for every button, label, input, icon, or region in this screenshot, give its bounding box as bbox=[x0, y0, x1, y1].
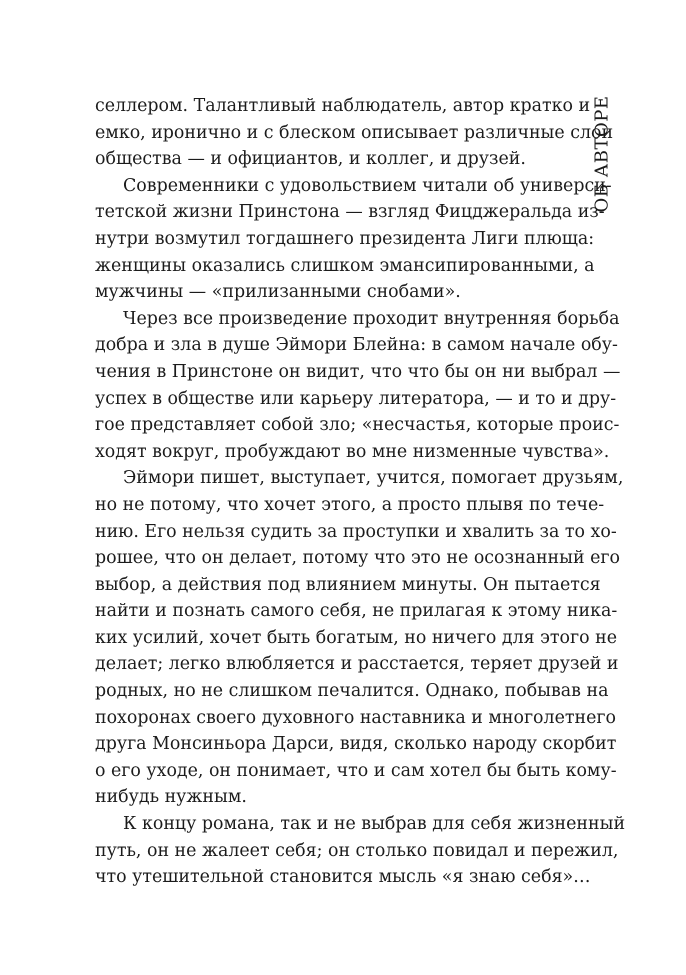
text-line: добра и зла в душе Эймори Блейна: в самом начале обу- bbox=[95, 335, 618, 356]
text-line: Через все произведение проходит внутренняя борьба bbox=[123, 308, 620, 329]
text-line: что утешительной становится мысль «я знаю себя»… bbox=[95, 867, 591, 888]
text-line: выбор, а действия под влиянием минуты. Он пытается bbox=[95, 574, 601, 595]
text-line: мужчины — «прилизанными снобами». bbox=[95, 282, 461, 303]
text-line: общества — и официантов, и коллег, и друзей. bbox=[95, 149, 526, 170]
text-line: селлером. Талантливый наблюдатель, автор кратко и bbox=[95, 96, 591, 116]
text-line: делает; легко влюбляется и расстается, теряет друзей и bbox=[95, 654, 619, 675]
paragraph bbox=[95, 173, 612, 306]
running-head bbox=[590, 95, 614, 213]
text-line: друга Монсиньора Дарси, видя, сколько народу скорбит bbox=[95, 734, 617, 755]
text-line: рошее, что он делает, потому что это не осознанный его bbox=[95, 548, 620, 569]
text-line: путь, он не жалеет себя; он столько повидал и пережил, bbox=[95, 840, 619, 861]
text-line: емко, иронично и с блеском описывает различные слои bbox=[95, 122, 614, 143]
text-line: успех в обществе или карьеру литератора, — и то и дру- bbox=[95, 388, 617, 409]
text-line: женщины оказались слишком эмансипированными, а bbox=[95, 255, 595, 276]
text-line: о его уходе, он понимает, что и сам хотел бы быть кому- bbox=[95, 760, 617, 781]
paragraph bbox=[95, 811, 626, 891]
text-line: Эймори пишет, выступает, учится, помогает друзьям, bbox=[123, 468, 624, 489]
text-line: найти и познать самого себя, не прилагая к этому ника- bbox=[95, 601, 618, 622]
text-line: родных, но не слишком печалится. Однако, побывав на bbox=[95, 681, 609, 702]
running-head-label: ОБ АВТОРЕ bbox=[591, 95, 613, 213]
text-line: К концу романа, так и не выбрав для себя жизненный bbox=[123, 814, 626, 835]
text-line: чения в Принстоне он видит, что что бы он ни выбрал — bbox=[95, 361, 621, 382]
text-line: но не потому, что хочет этого, а просто плывя по тече- bbox=[95, 494, 605, 515]
text-line: похоронах своего духовного наставника и многолетнего bbox=[95, 707, 616, 728]
paragraph bbox=[95, 306, 621, 466]
text-line: тетской жизни Принстона — взгляд Фицджеральда из- bbox=[95, 202, 605, 223]
text-line: нутри возмутил тогдашнего президента Лиги плюща: bbox=[95, 228, 595, 249]
text-line: нибудь нужным. bbox=[95, 787, 247, 808]
paragraph bbox=[95, 465, 624, 811]
text-line: ких усилий, хочет быть богатым, но ничего для этого не bbox=[95, 627, 617, 648]
text-line: Современники с удовольствием читали об универси- bbox=[123, 175, 612, 196]
text-line: гое представляет собой зло; «несчастья, которые проис- bbox=[95, 415, 620, 436]
text-line: нию. Его нельзя судить за проступки и хвалить за то хо- bbox=[95, 521, 617, 542]
text-line: ходят вокруг, пробуждают во мне низменные чувства». bbox=[95, 441, 610, 462]
